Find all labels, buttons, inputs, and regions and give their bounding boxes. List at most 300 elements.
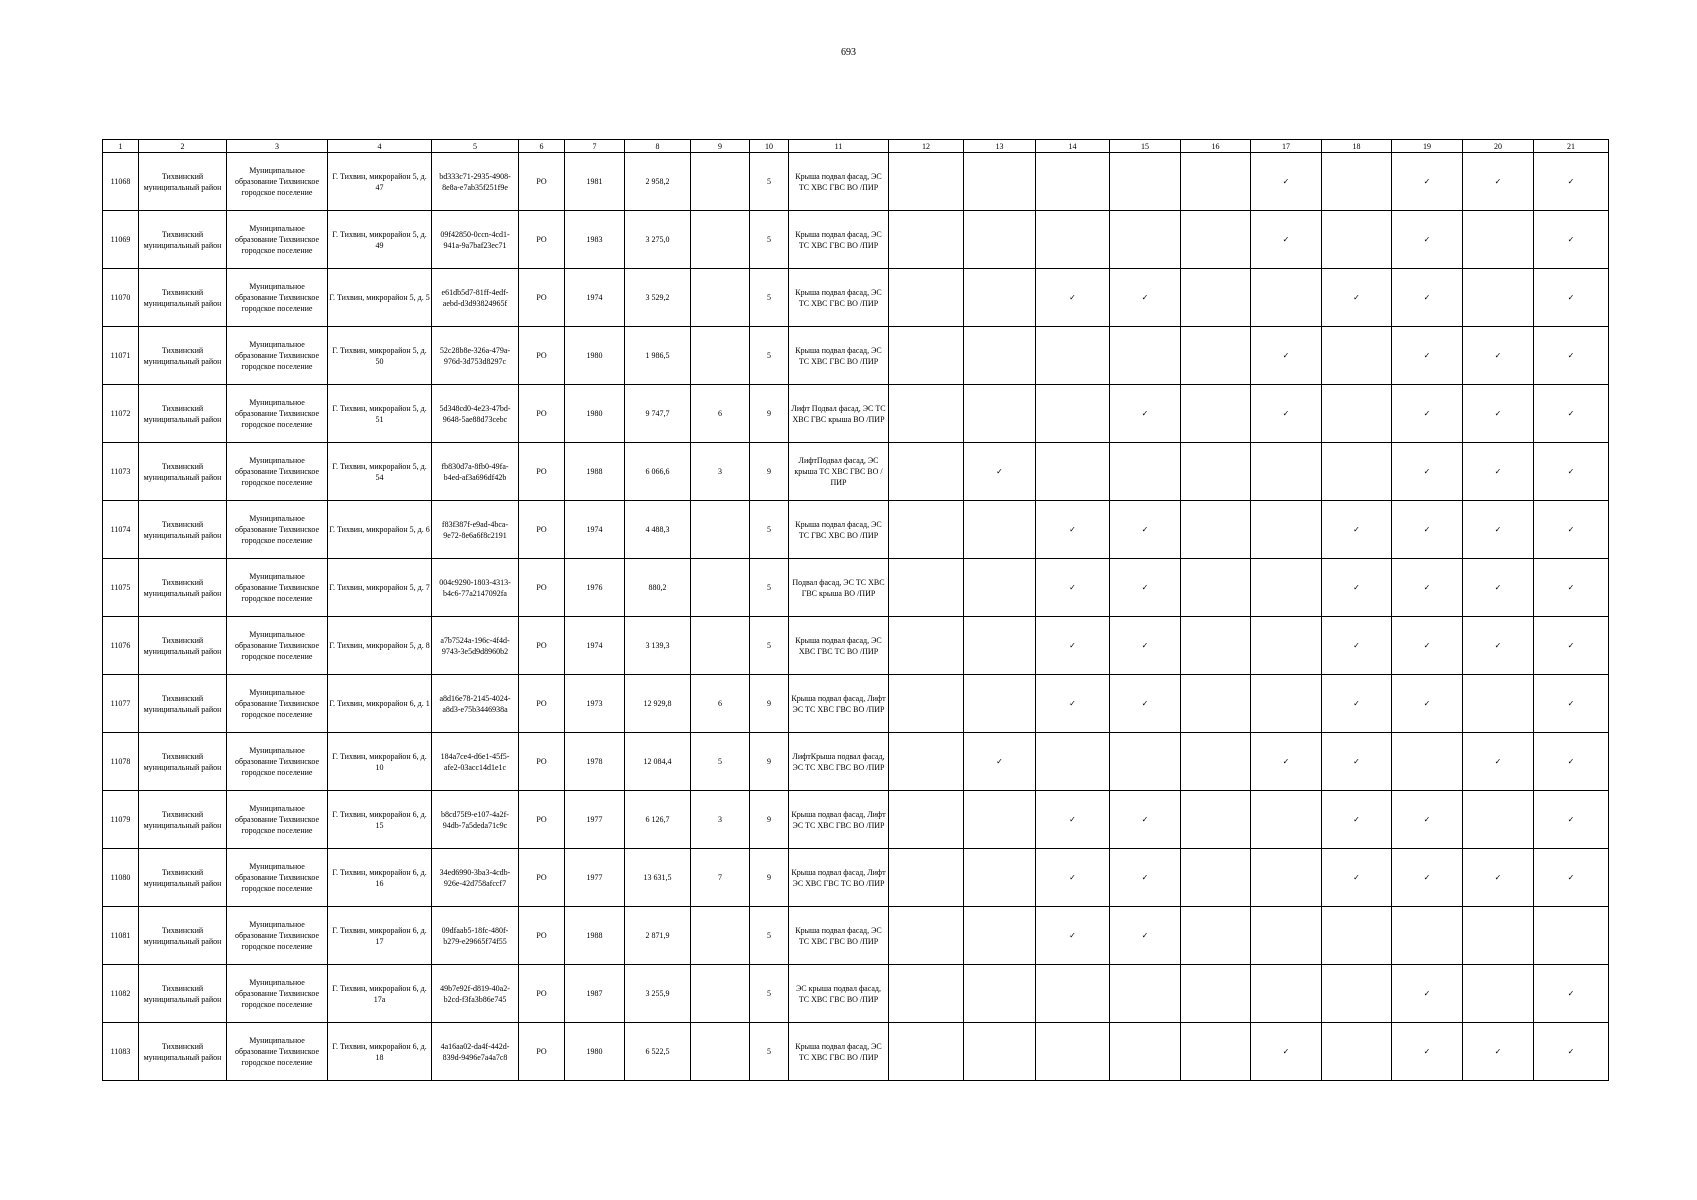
table-row	[103, 501, 1609, 559]
area-cell: 12 084,4	[625, 733, 691, 791]
check-cell-19	[1392, 501, 1463, 559]
check-cell-14	[1036, 617, 1110, 675]
column-number-2: 2	[139, 140, 227, 153]
check-cell-20	[1463, 443, 1534, 501]
checkmark-icon: ✓	[1353, 641, 1360, 650]
column-9-cell	[691, 559, 750, 617]
check-cell-18	[1322, 849, 1392, 907]
page-number: 693	[841, 47, 856, 58]
check-cell-12	[889, 791, 964, 849]
check-cell-21	[1534, 211, 1609, 269]
check-cell-12	[889, 965, 964, 1023]
check-cell-13	[964, 269, 1036, 327]
district-cell: Тихвинский муниципальный район	[139, 501, 227, 559]
check-cell-21	[1534, 791, 1609, 849]
check-cell-12	[889, 907, 964, 965]
check-cell-21	[1534, 675, 1609, 733]
checkmark-icon: ✓	[1282, 177, 1290, 186]
works-cell: Крыша подвал фасад, ЭС ТС ГВС ХВС ВО /ПИР	[789, 501, 889, 559]
check-cell-15	[1110, 559, 1181, 617]
address-cell: Г. Тихвин, микрорайон 5, д. 8	[328, 617, 432, 675]
check-cell-15	[1110, 617, 1181, 675]
checkmark-icon: ✓	[1423, 815, 1431, 824]
check-cell-19	[1392, 791, 1463, 849]
check-cell-16	[1181, 269, 1251, 327]
check-cell-16	[1181, 153, 1251, 211]
check-cell-19	[1392, 559, 1463, 617]
address-cell: Г. Тихвин, микрорайон 6, д. 18	[328, 1023, 432, 1081]
district-cell: Тихвинский муниципальный район	[139, 385, 227, 443]
check-cell-14	[1036, 153, 1110, 211]
table-row	[103, 153, 1609, 211]
checkmark-icon: ✓	[1494, 351, 1502, 360]
row-id: 11070	[103, 269, 139, 327]
checkmark-icon: ✓	[996, 467, 1003, 476]
address-cell: Г. Тихвин, микрорайон 6, д. 1	[328, 675, 432, 733]
check-cell-16	[1181, 965, 1251, 1023]
row-id: 11075	[103, 559, 139, 617]
check-cell-17	[1251, 327, 1322, 385]
address-cell: Г. Тихвин, микрорайон 5, д. 54	[328, 443, 432, 501]
checkmark-icon: ✓	[1282, 1047, 1290, 1056]
column-9-cell	[691, 907, 750, 965]
type-cell: РО	[519, 269, 565, 327]
row-id: 11068	[103, 153, 139, 211]
check-cell-14	[1036, 1023, 1110, 1081]
check-cell-13	[964, 385, 1036, 443]
table-row	[103, 965, 1609, 1023]
check-cell-21	[1534, 559, 1609, 617]
check-cell-17	[1251, 385, 1322, 443]
checkmark-icon: ✓	[1494, 177, 1502, 186]
check-cell-21	[1534, 327, 1609, 385]
check-cell-16	[1181, 675, 1251, 733]
check-cell-12	[889, 211, 964, 269]
municipality-cell: Муниципальное образование Тихвинское городское поселение	[227, 211, 328, 269]
check-cell-13	[964, 907, 1036, 965]
municipality-cell: Муниципальное образование Тихвинское городское поселение	[227, 849, 328, 907]
check-cell-21	[1534, 385, 1609, 443]
check-cell-17	[1251, 211, 1322, 269]
check-cell-16	[1181, 443, 1251, 501]
type-cell: РО	[519, 559, 565, 617]
check-cell-18	[1322, 269, 1392, 327]
column-number-8: 8	[625, 140, 691, 153]
check-cell-16	[1181, 327, 1251, 385]
year-cell: 1983	[565, 211, 625, 269]
check-cell-17	[1251, 443, 1322, 501]
checkmark-icon: ✓	[1353, 757, 1360, 766]
checkmark-icon: ✓	[1353, 293, 1360, 302]
works-cell: ЭС крыша подвал фасад, ТС ХВС ГВС ВО /ПИР	[789, 965, 889, 1023]
checkmark-icon: ✓	[1423, 873, 1431, 882]
checkmark-icon: ✓	[1567, 815, 1575, 824]
check-cell-15	[1110, 907, 1181, 965]
column-10-cell: 5	[750, 501, 789, 559]
row-id: 11079	[103, 791, 139, 849]
check-cell-15	[1110, 443, 1181, 501]
check-cell-21	[1534, 269, 1609, 327]
check-cell-19	[1392, 153, 1463, 211]
municipality-cell: Муниципальное образование Тихвинское городское поселение	[227, 907, 328, 965]
guid-cell: 4a16aa02-da4f-442d-839d-9496e7a4a7c8	[432, 1023, 519, 1081]
table-row	[103, 327, 1609, 385]
check-cell-12	[889, 269, 964, 327]
checkmark-icon: ✓	[1423, 409, 1431, 418]
checkmark-icon: ✓	[1494, 757, 1502, 766]
column-10-cell: 5	[750, 965, 789, 1023]
checkmark-icon: ✓	[1353, 525, 1360, 534]
guid-cell: 09dfaab5-18fc-480f-b279-e29665f74f55	[432, 907, 519, 965]
row-id: 11073	[103, 443, 139, 501]
address-cell: Г. Тихвин, микрорайон 5, д. 7	[328, 559, 432, 617]
check-cell-21	[1534, 733, 1609, 791]
guid-cell: b8cd75f9-e107-4a2f-94db-7a5deda71c9c	[432, 791, 519, 849]
row-id: 11071	[103, 327, 139, 385]
column-9-cell	[691, 965, 750, 1023]
checkmark-icon: ✓	[1567, 525, 1575, 534]
check-cell-13	[964, 153, 1036, 211]
column-9-cell	[691, 617, 750, 675]
check-cell-20	[1463, 327, 1534, 385]
check-cell-17	[1251, 559, 1322, 617]
check-cell-18	[1322, 791, 1392, 849]
check-cell-13	[964, 791, 1036, 849]
check-cell-13	[964, 965, 1036, 1023]
check-cell-20	[1463, 559, 1534, 617]
column-10-cell: 5	[750, 907, 789, 965]
address-cell: Г. Тихвин, микрорайон 5, д. 47	[328, 153, 432, 211]
year-cell: 1976	[565, 559, 625, 617]
check-cell-19	[1392, 617, 1463, 675]
works-cell: Крыша подвал фасад, Лифт ЭС ХВС ГВС ТС ВО /ПИР	[789, 849, 889, 907]
check-cell-20	[1463, 1023, 1534, 1081]
check-cell-12	[889, 327, 964, 385]
table-row	[103, 269, 1609, 327]
row-id: 11069	[103, 211, 139, 269]
column-9-cell: 3	[691, 443, 750, 501]
check-cell-15	[1110, 733, 1181, 791]
check-cell-14	[1036, 849, 1110, 907]
check-cell-16	[1181, 385, 1251, 443]
district-cell: Тихвинский муниципальный район	[139, 733, 227, 791]
check-cell-15	[1110, 849, 1181, 907]
check-cell-12	[889, 733, 964, 791]
checkmark-icon: ✓	[996, 757, 1003, 766]
district-cell: Тихвинский муниципальный район	[139, 327, 227, 385]
guid-cell: 5d348cd0-4e23-47bd-9648-5ae88d73cebc	[432, 385, 519, 443]
checkmark-icon: ✓	[1423, 1047, 1431, 1056]
check-cell-20	[1463, 385, 1534, 443]
district-cell: Тихвинский муниципальный район	[139, 559, 227, 617]
type-cell: РО	[519, 733, 565, 791]
column-number-6: 6	[519, 140, 565, 153]
district-cell: Тихвинский муниципальный район	[139, 907, 227, 965]
district-cell: Тихвинский муниципальный район	[139, 211, 227, 269]
checkmark-icon: ✓	[1423, 351, 1431, 360]
check-cell-17	[1251, 501, 1322, 559]
table-row	[103, 211, 1609, 269]
district-cell: Тихвинский муниципальный район	[139, 269, 227, 327]
municipality-cell: Муниципальное образование Тихвинское городское поселение	[227, 269, 328, 327]
checkmark-icon: ✓	[1282, 409, 1290, 418]
works-cell: ЛифтПодвал фасад, ЭС крыша ТС ХВС ГВС ВО /ПИР	[789, 443, 889, 501]
check-cell-20	[1463, 907, 1534, 965]
column-10-cell: 5	[750, 327, 789, 385]
type-cell: РО	[519, 327, 565, 385]
check-cell-19	[1392, 675, 1463, 733]
address-cell: Г. Тихвин, микрорайон 5, д. 50	[328, 327, 432, 385]
check-cell-21	[1534, 153, 1609, 211]
check-cell-19	[1392, 211, 1463, 269]
column-number-4: 4	[328, 140, 432, 153]
checkmark-icon: ✓	[1423, 641, 1431, 650]
type-cell: РО	[519, 675, 565, 733]
check-cell-12	[889, 559, 964, 617]
row-id: 11076	[103, 617, 139, 675]
works-cell: Крыша подвал фасад, ЭС ТС ХВС ГВС ВО /ПИР	[789, 327, 889, 385]
checkmark-icon: ✓	[1567, 641, 1575, 650]
column-number-21: 21	[1534, 140, 1609, 153]
checkmark-icon: ✓	[1353, 583, 1360, 592]
check-cell-12	[889, 675, 964, 733]
works-cell: Лифт Подвал фасад, ЭС ТС ХВС ГВС крыша ВО /ПИР	[789, 385, 889, 443]
check-cell-17	[1251, 791, 1322, 849]
check-cell-17	[1251, 733, 1322, 791]
municipality-cell: Муниципальное образование Тихвинское городское поселение	[227, 385, 328, 443]
check-cell-18	[1322, 617, 1392, 675]
column-number-12: 12	[889, 140, 964, 153]
area-cell: 3 275,0	[625, 211, 691, 269]
check-cell-19	[1392, 327, 1463, 385]
checkmark-icon: ✓	[1423, 525, 1431, 534]
works-cell: Подвал фасад, ЭС ТС ХВС ГВС крыша ВО /ПИР	[789, 559, 889, 617]
area-cell: 2 871,9	[625, 907, 691, 965]
column-9-cell: 7	[691, 849, 750, 907]
checkmark-icon: ✓	[1567, 409, 1575, 418]
check-cell-17	[1251, 153, 1322, 211]
municipality-cell: Муниципальное образование Тихвинское городское поселение	[227, 443, 328, 501]
check-cell-18	[1322, 733, 1392, 791]
area-cell: 9 747,7	[625, 385, 691, 443]
year-cell: 1977	[565, 849, 625, 907]
guid-cell: a8d16e78-2145-4024-a8d3-e75b3446938a	[432, 675, 519, 733]
check-cell-19	[1392, 965, 1463, 1023]
check-cell-20	[1463, 965, 1534, 1023]
check-cell-18	[1322, 153, 1392, 211]
check-cell-14	[1036, 385, 1110, 443]
year-cell: 1980	[565, 327, 625, 385]
district-cell: Тихвинский муниципальный район	[139, 791, 227, 849]
check-cell-18	[1322, 1023, 1392, 1081]
district-cell: Тихвинский муниципальный район	[139, 443, 227, 501]
checkmark-icon: ✓	[1353, 873, 1360, 882]
year-cell: 1974	[565, 501, 625, 559]
check-cell-21	[1534, 617, 1609, 675]
check-cell-20	[1463, 211, 1534, 269]
checkmark-icon: ✓	[1069, 931, 1076, 940]
guid-cell: 52c28b8e-326a-479a-976d-3d753d8297c	[432, 327, 519, 385]
check-cell-13	[964, 211, 1036, 269]
column-10-cell: 9	[750, 849, 789, 907]
address-cell: Г. Тихвин, микрорайон 5, д. 51	[328, 385, 432, 443]
column-number-16: 16	[1181, 140, 1251, 153]
column-number-18: 18	[1322, 140, 1392, 153]
checkmark-icon: ✓	[1141, 293, 1149, 302]
checkmark-icon: ✓	[1567, 467, 1575, 476]
checkmark-icon: ✓	[1282, 757, 1290, 766]
table-row	[103, 675, 1609, 733]
area-cell: 1 986,5	[625, 327, 691, 385]
check-cell-12	[889, 443, 964, 501]
year-cell: 1988	[565, 907, 625, 965]
check-cell-14	[1036, 791, 1110, 849]
address-cell: Г. Тихвин, микрорайон 6, д. 17а	[328, 965, 432, 1023]
check-cell-15	[1110, 965, 1181, 1023]
checkmark-icon: ✓	[1567, 699, 1575, 708]
guid-cell: e61db5d7-81ff-4edf-aebd-d3d93824965f	[432, 269, 519, 327]
check-cell-18	[1322, 211, 1392, 269]
check-cell-14	[1036, 501, 1110, 559]
guid-cell: 09f42850-0ccn-4cd1-941a-9a7baf23ec71	[432, 211, 519, 269]
checkmark-icon: ✓	[1141, 641, 1149, 650]
checkmark-icon: ✓	[1494, 525, 1502, 534]
district-cell: Тихвинский муниципальный район	[139, 675, 227, 733]
guid-cell: 004c9290-1803-4313-b4c6-77a2147092fa	[432, 559, 519, 617]
checkmark-icon: ✓	[1353, 699, 1360, 708]
checkmark-icon: ✓	[1423, 235, 1431, 244]
column-9-cell	[691, 153, 750, 211]
column-9-cell	[691, 211, 750, 269]
area-cell: 3 139,3	[625, 617, 691, 675]
checkmark-icon: ✓	[1567, 177, 1575, 186]
type-cell: РО	[519, 211, 565, 269]
check-cell-12	[889, 1023, 964, 1081]
checkmark-icon: ✓	[1567, 351, 1575, 360]
guid-cell: a7b7524a-196c-4f4d-9743-3e5d9d8960b2	[432, 617, 519, 675]
check-cell-13	[964, 501, 1036, 559]
address-cell: Г. Тихвин, микрорайон 5, д. 5	[328, 269, 432, 327]
check-cell-21	[1534, 849, 1609, 907]
year-cell: 1980	[565, 385, 625, 443]
row-id: 11077	[103, 675, 139, 733]
check-cell-18	[1322, 443, 1392, 501]
district-cell: Тихвинский муниципальный район	[139, 965, 227, 1023]
year-cell: 1988	[565, 443, 625, 501]
column-10-cell: 5	[750, 153, 789, 211]
checkmark-icon: ✓	[1494, 583, 1502, 592]
checkmark-icon: ✓	[1069, 583, 1076, 592]
row-id: 11080	[103, 849, 139, 907]
check-cell-19	[1392, 907, 1463, 965]
works-cell: Крыша подвал фасад, Лифт ЭС ТС ХВС ГВС ВО /ПИР	[789, 791, 889, 849]
row-id: 11074	[103, 501, 139, 559]
type-cell: РО	[519, 153, 565, 211]
column-number-15: 15	[1110, 140, 1181, 153]
year-cell: 1973	[565, 675, 625, 733]
buildings-table	[102, 139, 1609, 1081]
check-cell-17	[1251, 675, 1322, 733]
area-cell: 12 929,8	[625, 675, 691, 733]
type-cell: РО	[519, 1023, 565, 1081]
checkmark-icon: ✓	[1423, 177, 1431, 186]
guid-cell: bd333c71-2935-4908-8e8a-e7ab35f251f9e	[432, 153, 519, 211]
table-body	[103, 153, 1609, 1081]
municipality-cell: Муниципальное образование Тихвинское городское поселение	[227, 327, 328, 385]
table-row	[103, 443, 1609, 501]
row-id: 11078	[103, 733, 139, 791]
checkmark-icon: ✓	[1494, 1047, 1502, 1056]
municipality-cell: Муниципальное образование Тихвинское городское поселение	[227, 1023, 328, 1081]
check-cell-20	[1463, 269, 1534, 327]
check-cell-13	[964, 559, 1036, 617]
check-cell-16	[1181, 907, 1251, 965]
checkmark-icon: ✓	[1423, 699, 1431, 708]
municipality-cell: Муниципальное образование Тихвинское городское поселение	[227, 559, 328, 617]
column-10-cell: 5	[750, 617, 789, 675]
column-10-cell: 9	[750, 443, 789, 501]
check-cell-21	[1534, 501, 1609, 559]
year-cell: 1974	[565, 617, 625, 675]
column-9-cell	[691, 1023, 750, 1081]
table-row	[103, 385, 1609, 443]
check-cell-17	[1251, 849, 1322, 907]
area-cell: 4 488,3	[625, 501, 691, 559]
type-cell: РО	[519, 907, 565, 965]
checkmark-icon: ✓	[1069, 699, 1076, 708]
area-cell: 880,2	[625, 559, 691, 617]
guid-cell: 184a7ce4-d6e1-45f5-afe2-03acc14d1e1c	[432, 733, 519, 791]
check-cell-15	[1110, 1023, 1181, 1081]
column-number-11: 11	[789, 140, 889, 153]
check-cell-15	[1110, 327, 1181, 385]
check-cell-18	[1322, 501, 1392, 559]
checkmark-icon: ✓	[1567, 235, 1575, 244]
column-10-cell: 5	[750, 1023, 789, 1081]
address-cell: Г. Тихвин, микрорайон 6, д. 16	[328, 849, 432, 907]
column-10-cell: 9	[750, 675, 789, 733]
check-cell-13	[964, 849, 1036, 907]
row-id: 11072	[103, 385, 139, 443]
check-cell-20	[1463, 849, 1534, 907]
check-cell-18	[1322, 385, 1392, 443]
year-cell: 1987	[565, 965, 625, 1023]
column-number-9: 9	[691, 140, 750, 153]
column-9-cell: 3	[691, 791, 750, 849]
area-cell: 13 631,5	[625, 849, 691, 907]
checkmark-icon: ✓	[1282, 351, 1290, 360]
column-10-cell: 9	[750, 733, 789, 791]
check-cell-16	[1181, 849, 1251, 907]
row-id: 11082	[103, 965, 139, 1023]
checkmark-icon: ✓	[1069, 815, 1076, 824]
check-cell-14	[1036, 327, 1110, 385]
municipality-cell: Муниципальное образование Тихвинское городское поселение	[227, 965, 328, 1023]
check-cell-20	[1463, 791, 1534, 849]
column-10-cell: 5	[750, 269, 789, 327]
table-row	[103, 733, 1609, 791]
column-number-14: 14	[1036, 140, 1110, 153]
table-row	[103, 791, 1609, 849]
check-cell-14	[1036, 443, 1110, 501]
type-cell: РО	[519, 501, 565, 559]
row-id: 11083	[103, 1023, 139, 1081]
type-cell: РО	[519, 849, 565, 907]
area-cell: 3 255,9	[625, 965, 691, 1023]
column-number-3: 3	[227, 140, 328, 153]
check-cell-17	[1251, 617, 1322, 675]
checkmark-icon: ✓	[1567, 757, 1575, 766]
